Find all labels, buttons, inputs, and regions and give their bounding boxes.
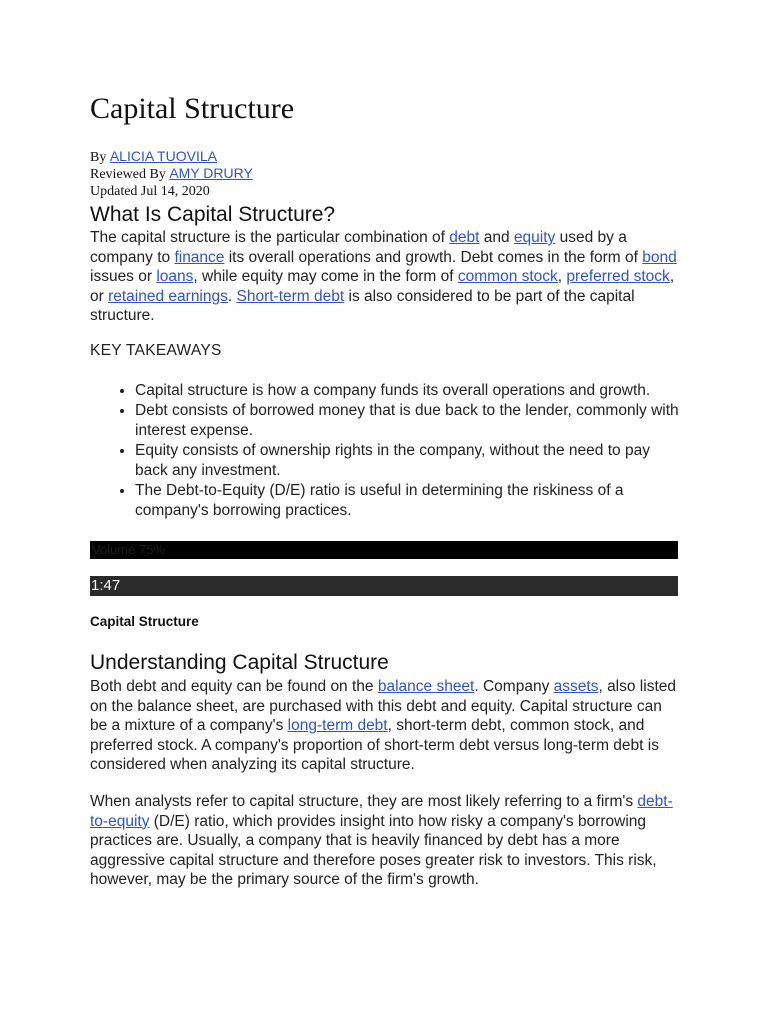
link-long-term-debt[interactable]: long-term debt bbox=[287, 717, 388, 734]
link-preferred-stock[interactable]: preferred stock bbox=[566, 268, 670, 285]
link-equity[interactable]: equity bbox=[513, 229, 556, 246]
video-caption: Capital Structure bbox=[90, 614, 199, 629]
list-item: • Debt consists of borrowed money that is due back to the lender, commonly with interest expense. bbox=[135, 401, 680, 441]
video-time-bar[interactable] bbox=[90, 576, 678, 596]
link-finance[interactable]: finance bbox=[174, 248, 225, 266]
reviewer-line bbox=[90, 165, 253, 183]
video-volume-bar[interactable] bbox=[90, 541, 678, 559]
list-item: • The Debt-to-Equity (D/E) ratio is useful in determining the riskiness of a company's borrowing practices. bbox=[135, 481, 680, 521]
video-time: 1:47 bbox=[91, 577, 121, 594]
understanding-paragraph-1: Both debt and equity can be found on the balance sheet. Company assets, also listed on the balance sheet, are purchased with this debt and equity. Capital structure can be a mixture of a company's long-term debt, short-term debt, common stock, and preferred stock. A company's proportion of short-term debt versus long-term debt is considered when analyzing its capital structure. bbox=[90, 678, 676, 773]
key-takeaways-label: KEY TAKEAWAYS bbox=[90, 342, 222, 359]
volume-label: Volume 75% bbox=[92, 542, 165, 557]
link-retained-earnings[interactable]: retained earnings bbox=[108, 287, 228, 305]
author-line bbox=[90, 148, 217, 166]
section-heading-what-is: What Is Capital Structure? bbox=[90, 203, 336, 226]
list-item: • Equity consists of ownership rights in the company, without the need to pay back any investment. bbox=[135, 441, 680, 481]
author-prefix: By bbox=[90, 150, 110, 165]
link-debt-to-equity[interactable]: debt-to-equity bbox=[90, 793, 673, 830]
key-takeaways-list bbox=[90, 381, 680, 521]
link-bond[interactable]: bond bbox=[642, 248, 677, 266]
page-title: Capital Structure bbox=[90, 92, 295, 125]
section-heading-understanding: Understanding Capital Structure bbox=[90, 651, 389, 674]
link-balance-sheet[interactable]: balance sheet bbox=[377, 678, 475, 695]
link-assets[interactable]: assets bbox=[553, 678, 599, 695]
understanding-paragraph-2: When analysts refer to capital structure, they are most likely referring to a firm's debt-to-equity (D/E) ratio, which provides insight into how risky a company's borrowing practices are. Usually, a company that is heavily financed by debt has a more aggressive capital structure and therefore poses greater risk to investors. This risk, however, may be the primary source of the firm's growth. bbox=[90, 793, 673, 888]
updated-date: Updated Jul 14, 2020 bbox=[90, 184, 210, 199]
list-item: • Capital structure is how a company funds its overall operations and growth. bbox=[135, 381, 680, 401]
reviewer-link[interactable]: AMY DRURY bbox=[169, 165, 253, 181]
link-common-stock[interactable]: common stock bbox=[457, 268, 558, 285]
link-debt[interactable]: debt bbox=[449, 229, 480, 246]
link-loans[interactable]: loans bbox=[156, 268, 194, 285]
link-short-term-debt[interactable]: Short-term debt bbox=[236, 287, 345, 305]
reviewer-prefix: Reviewed By bbox=[90, 167, 170, 182]
author-link[interactable]: ALICIA TUOVILA bbox=[109, 148, 217, 164]
intro-paragraph: The capital structure is the particular combination of debt and equity used by a company to finance its overall operations and growth. Debt comes in the form of bond issues or loans, while equity may come in the form of common stock, preferred stock, or retained earnings. Short-term debt is also considered to be part of the capital structure. bbox=[90, 229, 677, 324]
